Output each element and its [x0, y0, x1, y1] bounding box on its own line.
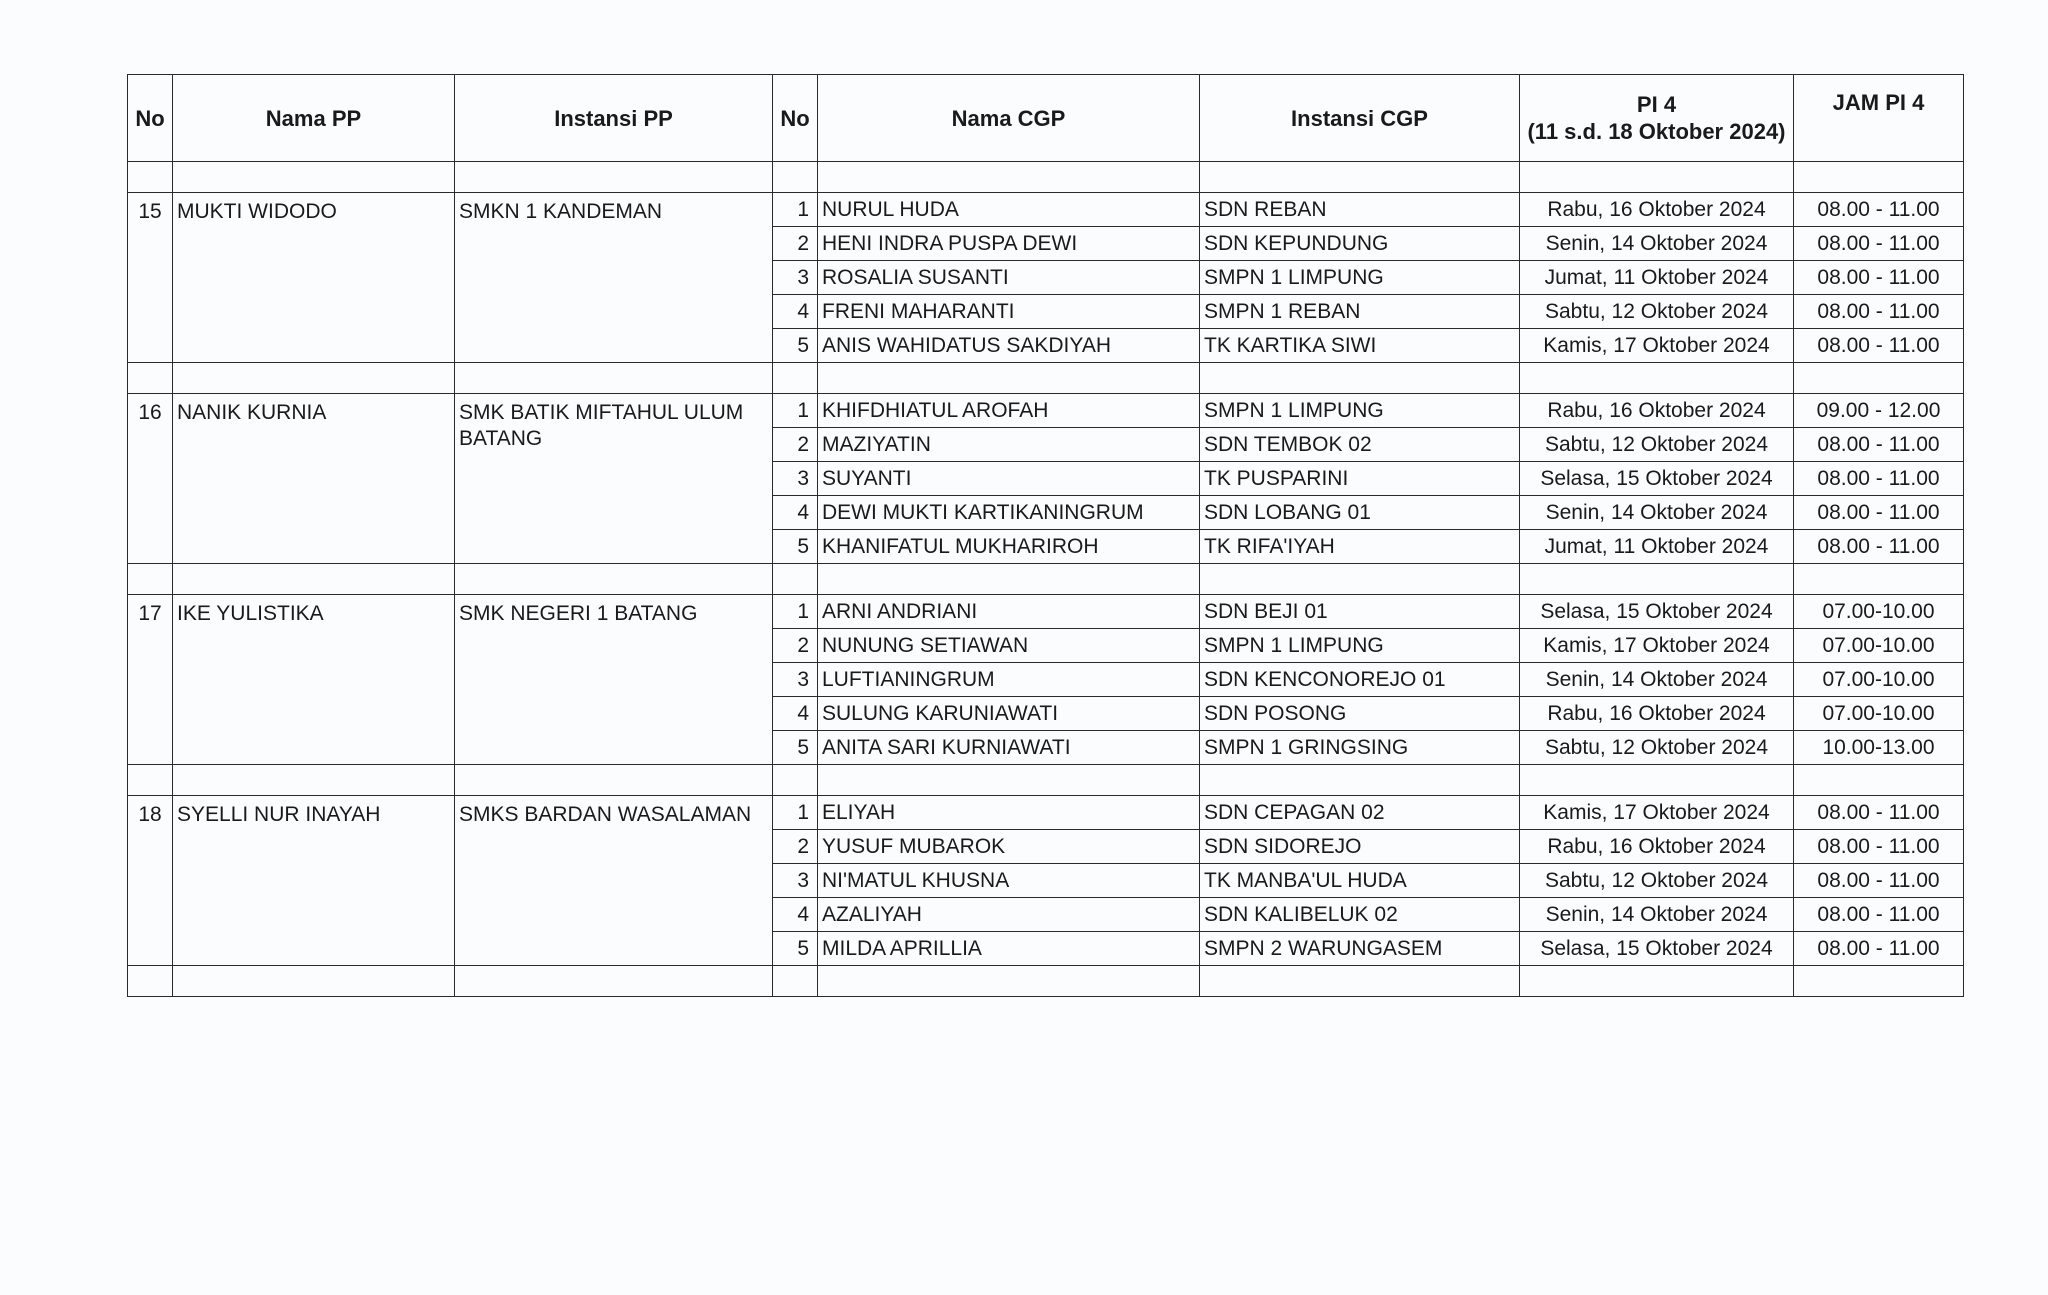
- empty-cell: [1200, 363, 1520, 394]
- empty-cell: [1520, 162, 1794, 193]
- pp-number: 15: [128, 193, 173, 363]
- cgp-institution: SDN CEPAGAN 02: [1200, 796, 1520, 830]
- pi4-date: Senin, 14 Oktober 2024: [1520, 227, 1794, 261]
- cgp-institution: SDN LOBANG 01: [1200, 496, 1520, 530]
- cgp-institution: TK KARTIKA SIWI: [1200, 329, 1520, 363]
- header-instansi-cgp: Instansi CGP: [1200, 75, 1520, 162]
- empty-cell: [1520, 765, 1794, 796]
- pi4-date: Senin, 14 Oktober 2024: [1520, 663, 1794, 697]
- empty-cell: [1794, 564, 1964, 595]
- empty-cell: [1520, 363, 1794, 394]
- cgp-name: ARNI ANDRIANI: [818, 595, 1200, 629]
- header-jam: JAM PI 4: [1794, 75, 1964, 162]
- pi4-date: Kamis, 17 Oktober 2024: [1520, 796, 1794, 830]
- empty-cell: [128, 765, 173, 796]
- pi4-date: Rabu, 16 Oktober 2024: [1520, 830, 1794, 864]
- cgp-name: FRENI MAHARANTI: [818, 295, 1200, 329]
- empty-cell: [455, 966, 773, 997]
- cgp-name: SUYANTI: [818, 462, 1200, 496]
- empty-cell: [1794, 363, 1964, 394]
- pp-institution: SMKN 1 KANDEMAN: [455, 193, 773, 363]
- empty-cell: [455, 162, 773, 193]
- empty-cell: [1200, 966, 1520, 997]
- cgp-number: 5: [773, 329, 818, 363]
- cgp-institution: SDN TEMBOK 02: [1200, 428, 1520, 462]
- empty-cell: [773, 966, 818, 997]
- cgp-institution: SMPN 1 LIMPUNG: [1200, 629, 1520, 663]
- pi4-time: 08.00 - 11.00: [1794, 428, 1964, 462]
- empty-cell: [818, 564, 1200, 595]
- pi4-date: Selasa, 15 Oktober 2024: [1520, 595, 1794, 629]
- pi4-time: 08.00 - 11.00: [1794, 796, 1964, 830]
- pp-number: 16: [128, 394, 173, 564]
- cgp-name: ANITA SARI KURNIAWATI: [818, 731, 1200, 765]
- cgp-number: 1: [773, 394, 818, 428]
- cgp-institution: SMPN 1 LIMPUNG: [1200, 261, 1520, 295]
- table-row: [128, 394, 1964, 428]
- cgp-institution: SMPN 1 GRINGSING: [1200, 731, 1520, 765]
- header-pi4: [1520, 75, 1794, 162]
- empty-cell: [1200, 162, 1520, 193]
- cgp-name: MILDA APRILLIA: [818, 932, 1200, 966]
- cgp-number: 2: [773, 227, 818, 261]
- cgp-name: SULUNG KARUNIAWATI: [818, 697, 1200, 731]
- spacer-row: [128, 363, 1964, 394]
- cgp-number: 3: [773, 663, 818, 697]
- pi4-date: Senin, 14 Oktober 2024: [1520, 496, 1794, 530]
- cgp-name: ANIS WAHIDATUS SAKDIYAH: [818, 329, 1200, 363]
- cgp-name: AZALIYAH: [818, 898, 1200, 932]
- cgp-institution: SMPN 2 WARUNGASEM: [1200, 932, 1520, 966]
- pi4-date: Kamis, 17 Oktober 2024: [1520, 629, 1794, 663]
- pi4-date: Jumat, 11 Oktober 2024: [1520, 530, 1794, 564]
- spacer-row: [128, 162, 1964, 193]
- table-row: [128, 193, 1964, 227]
- header-nama-pp: Nama PP: [173, 75, 455, 162]
- empty-cell: [773, 363, 818, 394]
- pi4-time: 08.00 - 11.00: [1794, 261, 1964, 295]
- cgp-institution: SDN BEJI 01: [1200, 595, 1520, 629]
- empty-cell: [1200, 765, 1520, 796]
- pp-institution: SMK NEGERI 1 BATANG: [455, 595, 773, 765]
- pi4-date: Rabu, 16 Oktober 2024: [1520, 697, 1794, 731]
- pp-name: MUKTI WIDODO: [173, 193, 455, 363]
- pi4-time: 08.00 - 11.00: [1794, 864, 1964, 898]
- empty-cell: [1520, 966, 1794, 997]
- pi4-date: Selasa, 15 Oktober 2024: [1520, 932, 1794, 966]
- cgp-institution: TK RIFA'IYAH: [1200, 530, 1520, 564]
- pi4-time: 07.00-10.00: [1794, 629, 1964, 663]
- pp-name: IKE YULISTIKA: [173, 595, 455, 765]
- pi4-time: 10.00-13.00: [1794, 731, 1964, 765]
- pi4-time: 08.00 - 11.00: [1794, 193, 1964, 227]
- empty-cell: [128, 966, 173, 997]
- pi4-date: Jumat, 11 Oktober 2024: [1520, 261, 1794, 295]
- spacer-row: [128, 966, 1964, 997]
- empty-cell: [818, 162, 1200, 193]
- header-pi4-line2: (11 s.d. 18 Oktober 2024): [1527, 119, 1786, 144]
- empty-cell: [1200, 564, 1520, 595]
- empty-cell: [818, 765, 1200, 796]
- pi4-date: Sabtu, 12 Oktober 2024: [1520, 864, 1794, 898]
- table-row: [128, 796, 1964, 830]
- spacer-row: [128, 564, 1964, 595]
- empty-cell: [1794, 765, 1964, 796]
- pi4-date: Kamis, 17 Oktober 2024: [1520, 329, 1794, 363]
- empty-cell: [173, 564, 455, 595]
- empty-cell: [455, 765, 773, 796]
- empty-cell: [128, 162, 173, 193]
- cgp-institution: SDN POSONG: [1200, 697, 1520, 731]
- cgp-name: ROSALIA SUSANTI: [818, 261, 1200, 295]
- cgp-number: 3: [773, 462, 818, 496]
- cgp-institution: SDN REBAN: [1200, 193, 1520, 227]
- pi4-time: 07.00-10.00: [1794, 663, 1964, 697]
- cgp-number: 4: [773, 898, 818, 932]
- pi4-time: 09.00 - 12.00: [1794, 394, 1964, 428]
- pp-institution: SMKS BARDAN WASALAMAN: [455, 796, 773, 966]
- pi4-time: 08.00 - 11.00: [1794, 898, 1964, 932]
- cgp-number: 1: [773, 595, 818, 629]
- empty-cell: [818, 966, 1200, 997]
- header-row: [128, 75, 1964, 162]
- cgp-number: 2: [773, 830, 818, 864]
- pi4-time: 08.00 - 11.00: [1794, 830, 1964, 864]
- pi4-time: 08.00 - 11.00: [1794, 329, 1964, 363]
- empty-cell: [455, 564, 773, 595]
- spacer-row: [128, 765, 1964, 796]
- cgp-name: KHIFDHIATUL AROFAH: [818, 394, 1200, 428]
- pp-number: 18: [128, 796, 173, 966]
- pp-name: SYELLI NUR INAYAH: [173, 796, 455, 966]
- empty-cell: [818, 363, 1200, 394]
- cgp-number: 1: [773, 796, 818, 830]
- cgp-number: 5: [773, 731, 818, 765]
- empty-cell: [173, 765, 455, 796]
- cgp-institution: TK PUSPARINI: [1200, 462, 1520, 496]
- empty-cell: [773, 765, 818, 796]
- cgp-name: LUFTIANINGRUM: [818, 663, 1200, 697]
- pi4-date: Sabtu, 12 Oktober 2024: [1520, 428, 1794, 462]
- pi4-time: 08.00 - 11.00: [1794, 295, 1964, 329]
- pi4-date: Selasa, 15 Oktober 2024: [1520, 462, 1794, 496]
- empty-cell: [1794, 966, 1964, 997]
- cgp-name: DEWI MUKTI KARTIKANINGRUM: [818, 496, 1200, 530]
- header-instansi-pp: Instansi PP: [455, 75, 773, 162]
- cgp-number: 4: [773, 697, 818, 731]
- cgp-institution: SMPN 1 LIMPUNG: [1200, 394, 1520, 428]
- cgp-name: ELIYAH: [818, 796, 1200, 830]
- table-body: [128, 162, 1964, 997]
- cgp-number: 4: [773, 295, 818, 329]
- cgp-institution: SDN SIDOREJO: [1200, 830, 1520, 864]
- pi4-date: Sabtu, 12 Oktober 2024: [1520, 731, 1794, 765]
- cgp-name: NUNUNG SETIAWAN: [818, 629, 1200, 663]
- cgp-number: 2: [773, 629, 818, 663]
- schedule-table: [127, 74, 1964, 997]
- cgp-number: 3: [773, 261, 818, 295]
- pi4-time: 07.00-10.00: [1794, 595, 1964, 629]
- pi4-time: 08.00 - 11.00: [1794, 496, 1964, 530]
- cgp-number: 5: [773, 530, 818, 564]
- cgp-institution: SDN KALIBELUK 02: [1200, 898, 1520, 932]
- header-no-cgp: No: [773, 75, 818, 162]
- cgp-number: 4: [773, 496, 818, 530]
- cgp-institution: SDN KEPUNDUNG: [1200, 227, 1520, 261]
- empty-cell: [173, 966, 455, 997]
- pp-number: 17: [128, 595, 173, 765]
- pi4-date: Rabu, 16 Oktober 2024: [1520, 193, 1794, 227]
- pi4-time: 07.00-10.00: [1794, 697, 1964, 731]
- cgp-number: 2: [773, 428, 818, 462]
- cgp-name: MAZIYATIN: [818, 428, 1200, 462]
- empty-cell: [1520, 564, 1794, 595]
- empty-cell: [773, 564, 818, 595]
- cgp-name: KHANIFATUL MUKHARIROH: [818, 530, 1200, 564]
- empty-cell: [173, 363, 455, 394]
- pi4-date: Sabtu, 12 Oktober 2024: [1520, 295, 1794, 329]
- header-nama-cgp: Nama CGP: [818, 75, 1200, 162]
- pi4-time: 08.00 - 11.00: [1794, 932, 1964, 966]
- cgp-name: NI'MATUL KHUSNA: [818, 864, 1200, 898]
- cgp-name: YUSUF MUBAROK: [818, 830, 1200, 864]
- cgp-number: 5: [773, 932, 818, 966]
- empty-cell: [128, 363, 173, 394]
- empty-cell: [455, 363, 773, 394]
- pi4-time: 08.00 - 11.00: [1794, 530, 1964, 564]
- cgp-number: 3: [773, 864, 818, 898]
- cgp-number: 1: [773, 193, 818, 227]
- empty-cell: [128, 564, 173, 595]
- cgp-name: NURUL HUDA: [818, 193, 1200, 227]
- table-row: [128, 595, 1964, 629]
- cgp-institution: TK MANBA'UL HUDA: [1200, 864, 1520, 898]
- pp-name: NANIK KURNIA: [173, 394, 455, 564]
- empty-cell: [773, 162, 818, 193]
- pi4-date: Rabu, 16 Oktober 2024: [1520, 394, 1794, 428]
- cgp-institution: SMPN 1 REBAN: [1200, 295, 1520, 329]
- header-no: No: [128, 75, 173, 162]
- cgp-name: HENI INDRA PUSPA DEWI: [818, 227, 1200, 261]
- pp-institution: SMK BATIK MIFTAHUL ULUM BATANG: [455, 394, 773, 564]
- pi4-time: 08.00 - 11.00: [1794, 462, 1964, 496]
- cgp-institution: SDN KENCONOREJO 01: [1200, 663, 1520, 697]
- empty-cell: [173, 162, 455, 193]
- pi4-date: Senin, 14 Oktober 2024: [1520, 898, 1794, 932]
- pi4-time: 08.00 - 11.00: [1794, 227, 1964, 261]
- empty-cell: [1794, 162, 1964, 193]
- header-pi4-line1: PI 4: [1636, 92, 1677, 117]
